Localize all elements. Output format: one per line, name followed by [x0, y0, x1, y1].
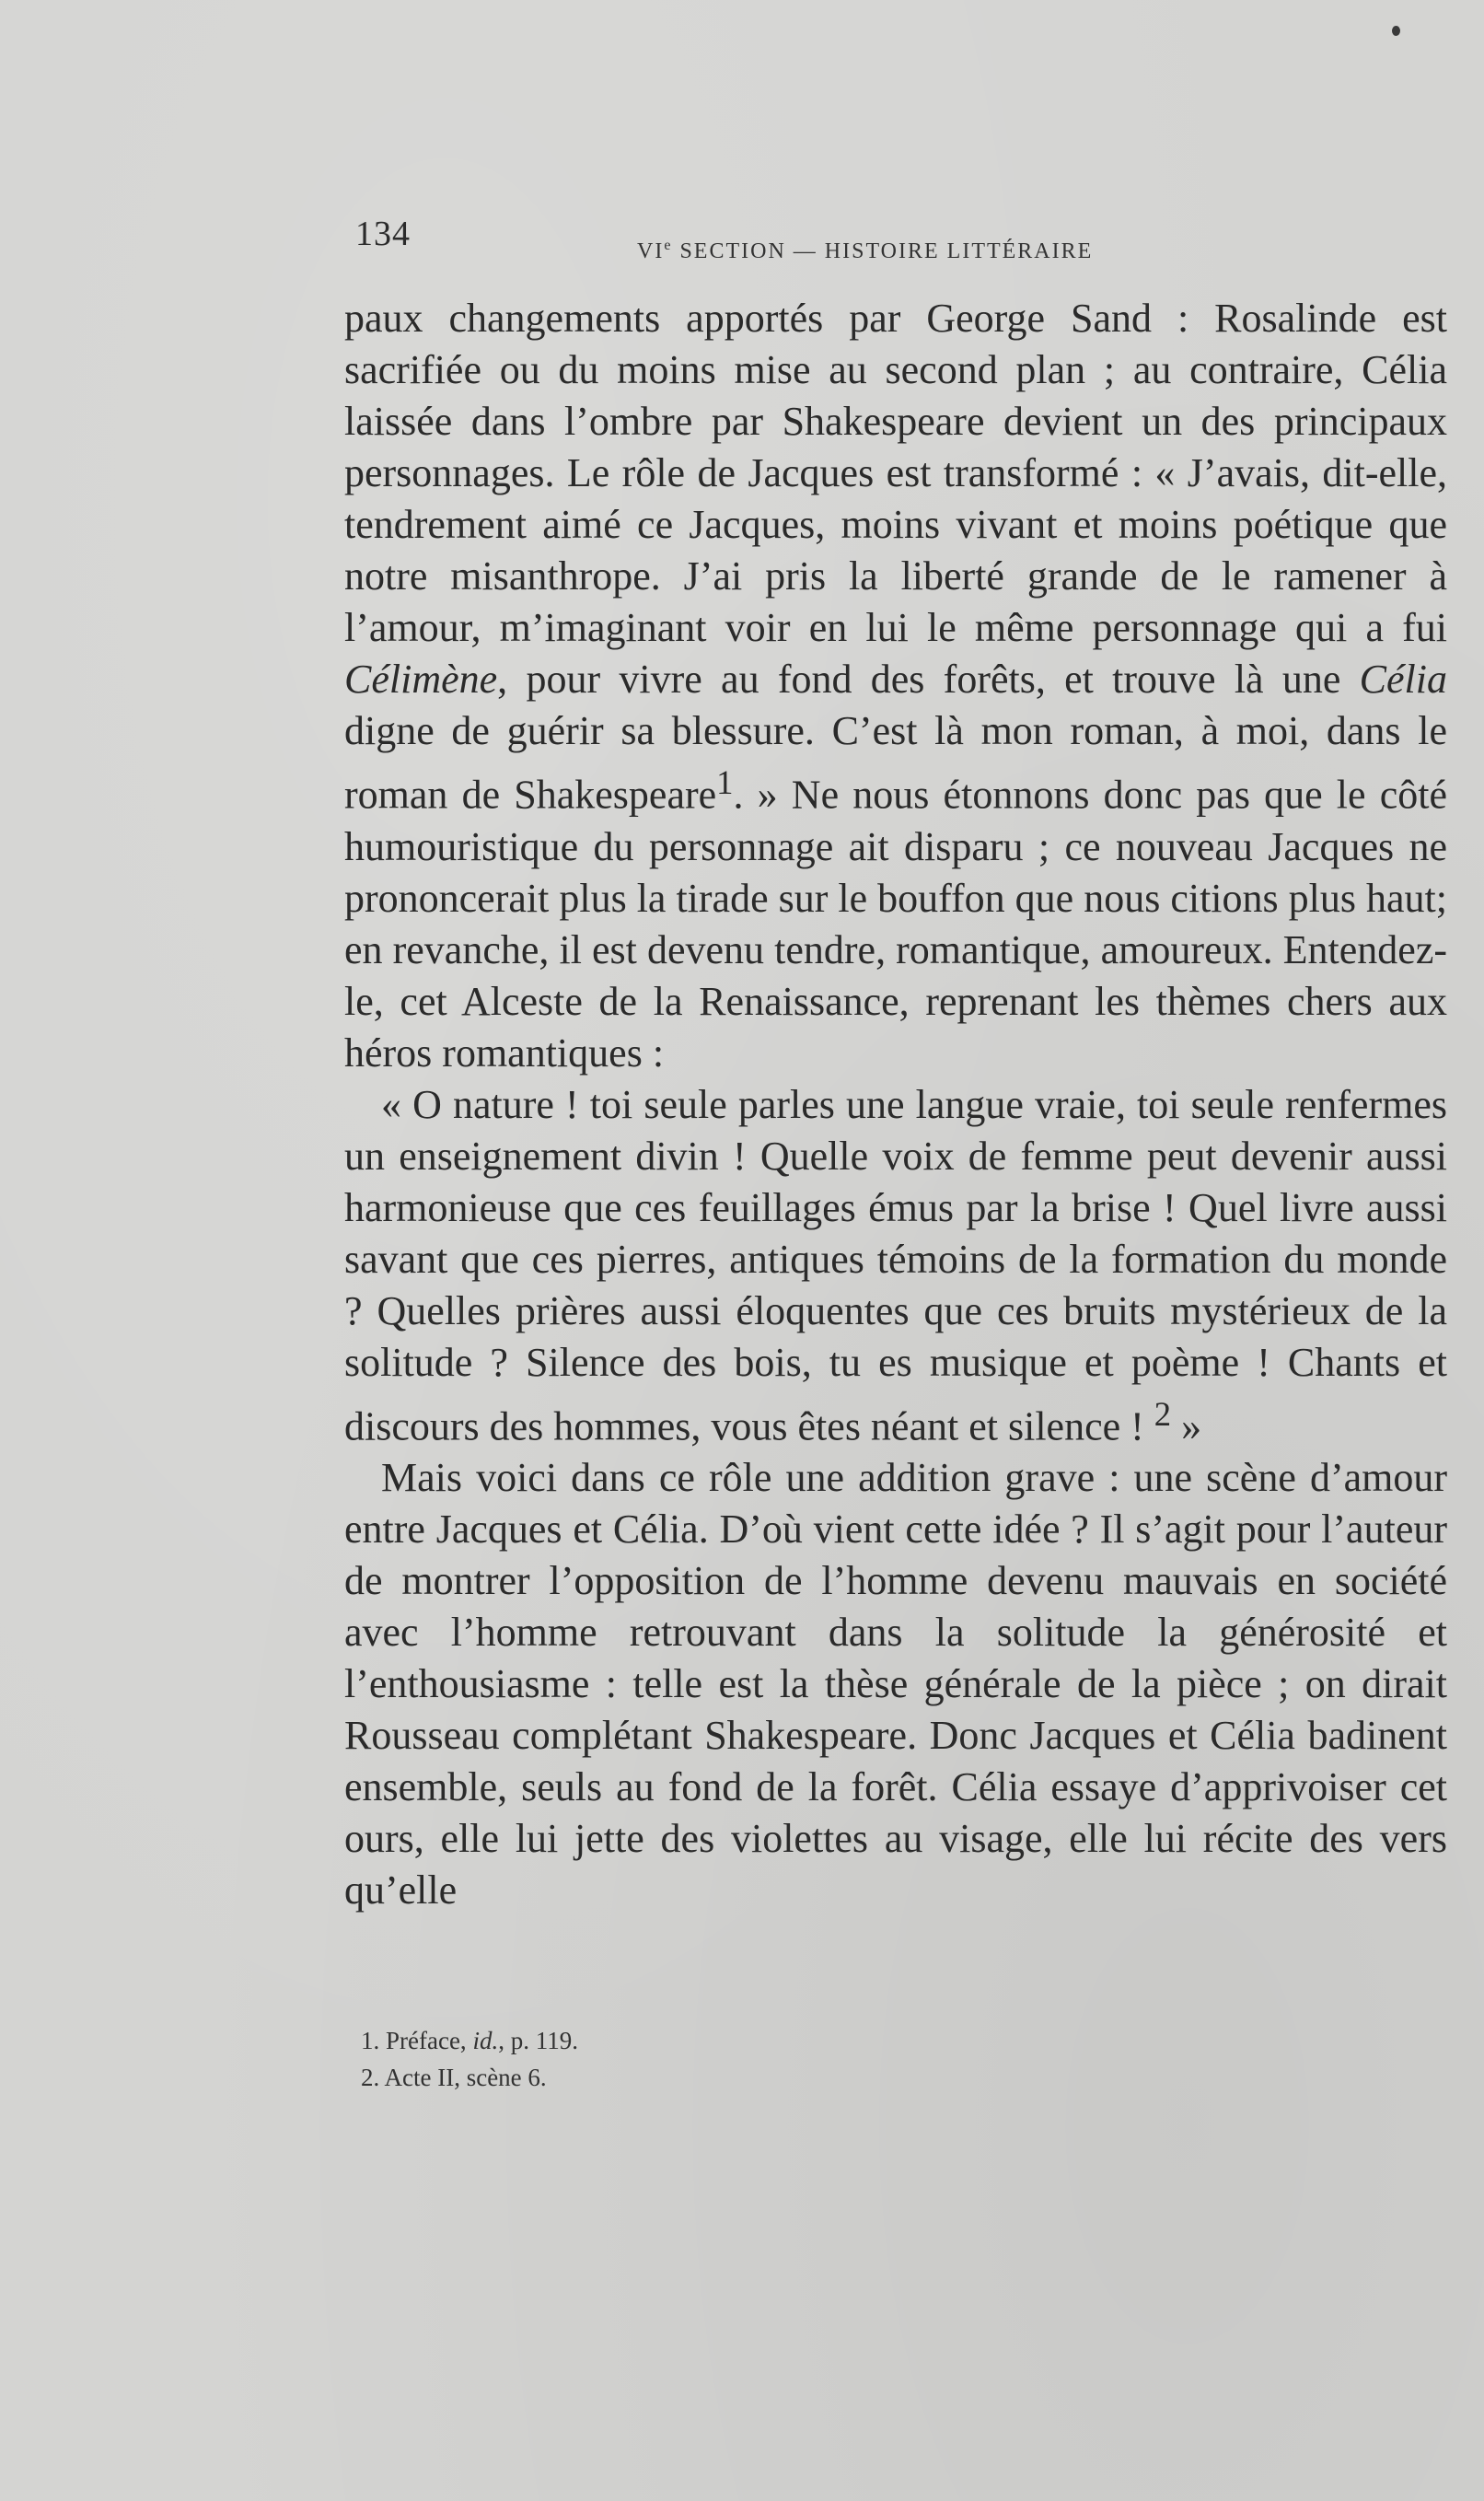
footnote-1-text-a: 1. Préface, [361, 2027, 473, 2054]
section-rest: SECTION — HISTOIRE LITTÉRAIRE [672, 239, 1094, 263]
footnotes [361, 2022, 578, 2096]
section-title [637, 238, 1093, 264]
paragraph-1-text-d: . » Ne nous étonnons donc pas que le côté humouristique du personnage ait disparu ; ce nouveau Jacques ne prononcerait plus la tirade sur le bouffon que nous citions plus haut; en revanche, il est devenu tendre, romantique, amoureux. Entendez-le, cet Alceste de la Renaissance, reprenant les thèmes chers aux héros romantiques : [344, 772, 1447, 1076]
paragraph-2-text-b: » [1171, 1403, 1202, 1449]
paragraph-1-text-c: digne de guérir sa blessure. C’est là mon roman, à moi, dans le roman de Shakespeare [344, 708, 1447, 818]
body-text [344, 293, 1447, 1916]
footnote-2: 2. Acte II, scène 6. [361, 2064, 547, 2091]
page-number: 134 [355, 215, 411, 253]
paragraph-1 [344, 293, 1447, 1079]
paragraph-1-text-a: paux changements apportés par George Sand : Rosalinde est sacrifiée ou du moins mise au second plan ; au contraire, Célia laissée dans l’ombre par Shakespeare devient un des principaux personnages. Le rôle de Jacques est transformé : « J’avais, dit-elle, tendrement aimé ce Jacques, moins vivant et moins poétique que notre misanthrope. J’ai pris la liberté grande de le ramener à l’amour, m’imaginant voir en lui le même personnage qui a fui [344, 296, 1447, 650]
italic-celimene: Célimène [344, 657, 498, 702]
paragraph-1-text-b: , pour vivre au fond des forêts, et trouve là une [497, 657, 1360, 702]
running-head [355, 214, 1184, 269]
paragraph-3: Mais voici dans ce rôle une addition grave : une scène d’amour entre Jacques et Célia. D’où vient cette idée ? Il s’agit pour l’auteur de montrer l’opposition de l’homme devenu mauvais en société avec l’homme retrouvant dans la solitude la générosité et l’enthousiasme : telle est la thèse générale de la pièce ; on dirait Rousseau complétant Shakespeare. Donc Jacques et Célia badinent ensemble, seuls au fond de la forêt. Célia essaye d’apprivoiser cet ours, elle lui jette des violettes au visage, elle lui récite des vers qu’elle [344, 1455, 1447, 1914]
footnote-1-text-b: , p. 119. [498, 2027, 578, 2054]
footnote-ref-1: 1 [716, 763, 734, 801]
ink-speck [1392, 26, 1400, 36]
footnote-1 [361, 2022, 578, 2059]
footnote-1-italic: id. [472, 2027, 499, 2054]
italic-celia: Célia [1359, 657, 1447, 702]
section-prefix: VI [637, 239, 665, 263]
paragraph-2-quote [344, 1079, 1447, 1453]
section-sup: e [664, 238, 673, 253]
footnote-ref-2: 2 [1154, 1394, 1172, 1433]
paragraph-2-text-a: « O nature ! toi seule parles une langue vraie, toi seule renfermes un enseignement divin ! Quelle voix de femme peut devenir aussi harmonieuse que ces feuillages émus par la brise ! Quel livre aussi savant que ces pierres, antiques témoins de la formation du monde ? Quelles prières aussi éloquentes que ces bruits mystérieux de la solitude ? Silence des bois, tu es musique et poème ! Chants et discours des hommes, vous êtes néant et silence ! [344, 1081, 1447, 1449]
